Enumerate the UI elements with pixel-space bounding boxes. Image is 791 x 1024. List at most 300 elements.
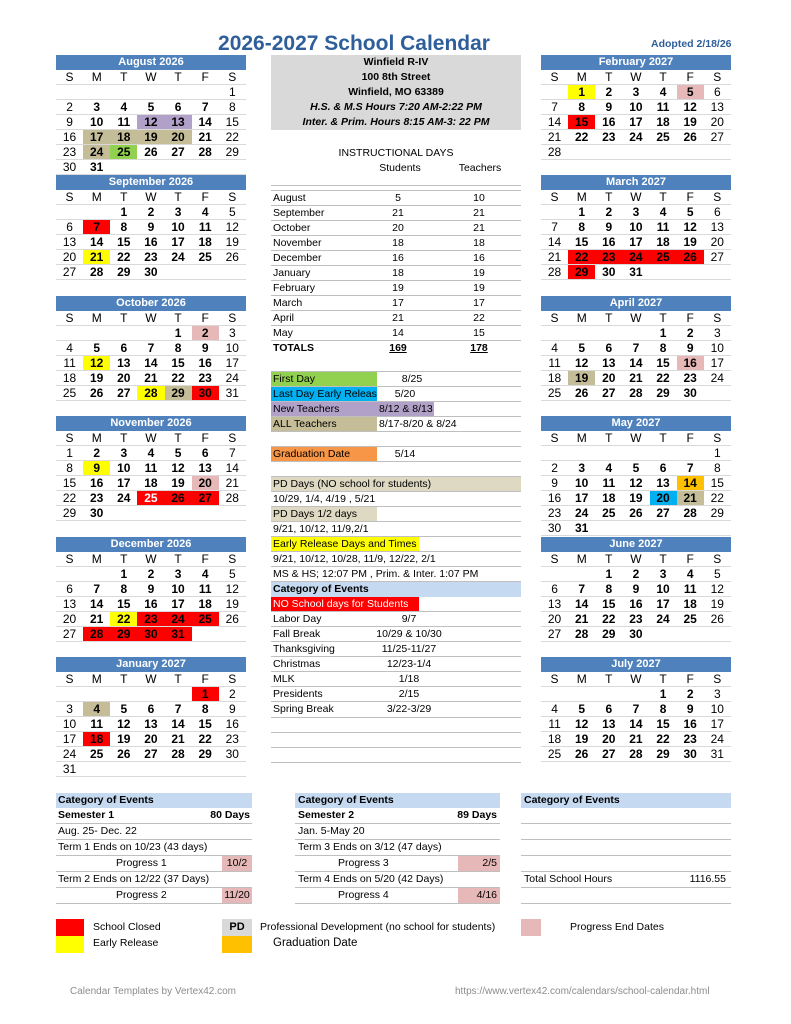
calendar-day: 29 [710,506,724,520]
calendar-day-early: 22 [110,612,137,627]
instr-teachers: 18 [473,237,485,249]
month-header: October 2026 [56,296,246,311]
weekday-label: M [576,431,587,445]
district-name: Winfield R-IV [363,56,429,68]
calendar-empty [677,265,704,280]
instr-students: 17 [392,297,404,309]
calendar-day: 16 [225,717,239,731]
calendar-gridline [56,490,246,491]
calendar-day-progress: 16 [677,356,704,371]
weekday-label: T [659,190,667,204]
calendar-gridline [56,84,246,85]
calendar-day: 19 [171,476,185,490]
calendar-day: 6 [713,85,721,99]
calendar-empty [568,326,595,341]
calendar-day: 4 [120,100,128,114]
calendar-empty [650,446,677,461]
instr-teachers: 17 [473,297,485,309]
calendar-day: 3 [93,100,101,114]
progress4-label: Progress 4 [338,889,389,901]
calendar-day: 4 [66,341,73,355]
holiday-date: 9/7 [401,613,417,625]
footer-url[interactable]: https://www.vertex42.com/calendars/school-calendar.html [455,986,710,997]
calendar-day: 4 [686,567,694,581]
calendar-day: 7 [632,702,640,716]
calendar-day: 22 [575,130,589,144]
weekday-label: S [228,552,237,566]
total-hours-label: Total School Hours [524,873,613,885]
calendar-day: 27 [710,130,724,144]
calendar-day: 26 [710,612,724,626]
month-header: May 2027 [541,416,731,431]
calendar-day: 10 [62,717,77,731]
calendar-empty [541,687,568,702]
weekday-label: T [174,311,182,325]
calendar-day: 25 [656,130,670,144]
month-calendar [56,416,246,521]
calendar-empty [219,627,246,642]
weekday-label: S [65,190,74,204]
hours-hs-ms: H.S. & M.S Hours 7:20 AM-2:22 PM [310,101,482,113]
calendar-day: 5 [93,341,101,355]
calendar-day: 7 [686,461,694,475]
calendar-day: 8 [578,220,586,234]
calendar-day: 26 [225,612,239,626]
weekday-label: S [550,311,559,325]
instr-month: April [273,312,295,324]
calendar-day: 2 [66,100,73,114]
calendar-day-closed: 29 [568,265,595,280]
calendar-day: 21 [547,130,562,144]
calendar-empty [110,160,137,175]
calendar-day: 3 [578,461,586,475]
calendar-day: 23 [144,250,158,264]
calendar-day-closed: 25 [192,612,219,627]
instr-month: March [273,297,303,309]
calendar-gridline [541,84,731,85]
instr-teachers: 15 [473,327,485,339]
calendar-day: 12 [171,461,185,475]
calendar-day: 6 [174,100,182,114]
calendar-day: 4 [605,461,613,475]
calendar-day: 6 [201,446,209,460]
instr-students: 18 [392,267,404,279]
calendar-day: 2 [686,326,694,340]
calendar-gridline [56,400,246,401]
calendar-day-closed: 30 [192,386,219,401]
calendar-empty [704,521,731,536]
calendar-day: 8 [120,220,128,234]
calendar-day: 28 [90,265,104,279]
calendar-day: 23 [547,506,562,520]
keydate-gridline [271,401,521,402]
calendar-day: 13 [62,597,77,611]
instr-teachers: 10 [473,192,485,204]
calendar-day: 13 [710,100,724,114]
calendar-day: 9 [686,341,694,355]
weekday-label: S [65,311,74,325]
calendar-day: 7 [632,341,640,355]
calendar-day: 9 [147,220,155,234]
calendar-gridline [56,460,246,461]
calendar-day: 15 [575,235,589,249]
calendar-day: 21 [90,612,104,626]
calendar-day: 19 [225,597,239,611]
calendar-empty [192,160,219,175]
calendar-day: 8 [659,702,667,716]
calendar-day: 8 [120,582,128,596]
calendar-gridline [56,520,246,521]
calendar-gridline [56,596,246,597]
calendar-empty [677,627,704,642]
calendar-day: 19 [683,115,697,129]
calendar-day: 10 [171,220,185,234]
calendar-day: 14 [575,597,589,611]
calendar-gridline [541,535,731,536]
calendar-day-closed: 24 [165,612,192,627]
calendar-gridline [541,159,731,160]
month-calendar [56,296,246,401]
calendar-day: 16 [62,130,77,144]
calendar-day: 25 [547,747,562,761]
weekday-label: T [120,552,128,566]
semester-gridline [56,839,252,840]
holiday-name: MLK [273,673,295,685]
calendar-day: 27 [62,265,77,279]
weekday-label: M [576,672,587,686]
calendar-day: 15 [62,476,77,490]
holiday-date: 1/18 [398,673,420,685]
calendar-day: 20 [710,115,724,129]
early-release-days: 9/21, 10/12, 10/28, 11/9, 12/22, 2/1 [273,553,436,565]
sem2-days: 89 Days [457,809,497,821]
calendar-gridline [541,144,731,145]
calendar-day: 1 [659,687,667,701]
calendar-day: 28 [547,145,562,159]
calendar-day: 28 [629,747,643,761]
calendar-empty [219,265,246,280]
calendar-empty [622,326,649,341]
calendar-empty [192,506,219,521]
calendar-day: 14 [629,356,643,370]
pd-days-label: PD Days (NO school for students) [273,478,432,490]
month-header: March 2027 [541,175,731,190]
calendar-day: 31 [710,747,724,761]
calendar-gridline [541,234,731,235]
holiday-name: Labor Day [273,613,322,625]
weekday-label: W [145,190,157,204]
weekday-label: T [605,431,613,445]
semester-gridline [56,823,252,824]
calendar-day: 17 [171,235,185,249]
calendar-day: 1 [120,567,128,581]
calendar-day: 8 [201,702,209,716]
calendar-day: 14 [547,235,562,249]
calendar-day: 2 [605,205,613,219]
keydate-gridline [271,551,521,552]
calendar-gridline [56,761,246,762]
calendar-day: 19 [117,732,131,746]
calendar-day: 27 [171,145,185,159]
weekday-label: T [605,311,613,325]
calendar-day: 31 [62,762,77,776]
calendar-day-progress: 5 [677,85,704,100]
calendar-day: 23 [683,371,697,385]
calendar-day: 4 [201,205,209,219]
calendar-day: 24 [710,732,724,746]
instr-students: 20 [392,222,404,234]
calendar-day: 13 [62,235,77,249]
calendar-day: 20 [710,235,724,249]
weekday-label: T [605,552,613,566]
calendar-day: 14 [90,235,104,249]
calendar-day: 1 [659,326,667,340]
calendar-day-blue: 20 [650,491,677,506]
calendar-day: 15 [225,115,239,129]
weekday-label: F [201,672,209,686]
calendar-day-progress: 2 [192,326,219,341]
calendar-empty [568,567,595,582]
weekday-label: S [713,552,722,566]
calendar-day: 3 [66,702,73,716]
progress1-value: 10/2 [226,857,248,869]
weekday-label: T [174,672,182,686]
calendar-day-khaki: 19 [137,130,164,145]
holiday-gridline [271,717,521,718]
calendar-day: 5 [632,461,640,475]
instr-students: 18 [392,237,404,249]
calendar-empty [137,85,164,100]
calendar-day-closed: 22 [568,250,595,265]
calendar-gridline [56,581,246,582]
weekday-label: F [201,311,209,325]
calendar-day: 9 [632,582,640,596]
calendar-gridline [56,626,246,627]
calendar-day: 16 [90,476,104,490]
calendar-day-closed: 26 [165,491,192,506]
calendar-empty [137,160,164,175]
category-label: Category of Events [273,583,369,595]
legend-early-label: Early Release [93,937,159,949]
calendar-day: 31 [629,265,643,279]
calendar-day: 7 [147,341,155,355]
calendar-empty [568,446,595,461]
calendar-day: 28 [683,506,697,520]
calendar-day: 21 [198,130,212,144]
calendar-gridline [541,596,731,597]
calendar-day-green: 25 [110,145,137,160]
weekday-label: S [550,552,559,566]
weekday-label: S [550,190,559,204]
calendar-day: 10 [629,220,643,234]
calendar-day: 16 [602,235,616,249]
calendar-day-closed: 25 [650,250,677,265]
totals-label: TOTALS [273,342,315,354]
keydate-gridline [271,476,521,477]
calendar-empty [165,85,192,100]
calendar-day: 11 [117,115,131,129]
holiday-date: 3/22-3/29 [386,703,432,715]
weekday-label: S [228,431,237,445]
calendar-gridline [56,746,246,747]
calendar-empty [83,326,110,341]
calendar-day: 22 [656,732,670,746]
calendar-day: 9 [147,582,155,596]
calendar-gridline [56,731,246,732]
calendar-day: 9 [605,100,613,114]
calendar-day: 7 [174,702,182,716]
calendar-day: 10 [710,341,724,355]
calendar-day: 28 [575,627,589,641]
weekday-label: M [91,672,102,686]
calendar-day: 7 [551,100,558,114]
calendar-gridline [541,490,731,491]
calendar-day: 20 [602,732,616,746]
weekday-label: W [630,672,642,686]
calendar-gridline [541,249,731,250]
calendar-day: 14 [629,717,643,731]
calendar-day: 19 [575,732,589,746]
calendar-day: 18 [547,371,562,385]
calendar-day: 28 [198,145,212,159]
weekday-label: S [228,190,237,204]
instructional-heading: INSTRUCTIONAL DAYS [338,147,454,159]
sem3-category: Category of Events [524,794,620,806]
holiday-name: Christmas [273,658,321,670]
weekday-label: F [686,431,694,445]
semester-gridline [295,903,500,904]
calendar-day: 17 [575,491,589,505]
calendar-day: 12 [683,220,697,234]
calendar-day: 24 [117,491,131,505]
weekday-label: F [201,552,209,566]
weekday-label: M [91,311,102,325]
calendar-day: 15 [656,356,670,370]
month-calendar [541,657,731,762]
first-day-label: First Day [273,373,315,385]
progress3-label: Progress 3 [338,857,389,869]
calendar-day: 4 [551,341,558,355]
weekday-label: S [228,672,237,686]
calendar-day: 13 [198,461,212,475]
calendar-day: 23 [629,612,643,626]
month-calendar [541,55,731,160]
calendar-gridline [56,355,246,356]
calendar-day: 9 [605,220,613,234]
calendar-day: 18 [656,115,670,129]
weekday-label: S [550,70,559,84]
keydate-gridline [271,431,521,432]
calendar-day: 15 [656,717,670,731]
calendar-day: 31 [90,160,104,174]
weekday-label: F [201,431,209,445]
calendar-day: 27 [602,747,616,761]
month-header: September 2026 [56,175,246,190]
calendar-day-closed: 31 [165,627,192,642]
instr-gridline [271,185,521,186]
instr-teachers: 21 [473,207,485,219]
footer-credit[interactable]: Calendar Templates by Vertex42.com [70,986,237,997]
calendar-gridline [56,505,246,506]
calendar-empty [165,506,192,521]
calendar-gridline [541,761,731,762]
calendar-day: 15 [117,597,131,611]
calendar-day: 18 [683,597,697,611]
semester-gridline [295,887,500,888]
calendar-day-khaki: 4 [83,702,110,717]
calendar-empty [541,85,568,100]
calendar-day: 20 [602,371,616,385]
sem1-days: 80 Days [210,809,250,821]
calendar-day: 20 [62,250,77,264]
calendar-day: 12 [225,582,239,596]
sem1-title: Semester 1 [58,809,115,821]
calendar-day: 24 [62,747,77,761]
keydate-gridline [271,446,521,447]
calendar-day: 1 [605,567,613,581]
progress2-value: 11/20 [224,889,250,901]
weekday-label: M [576,70,587,84]
calendar-day: 3 [713,326,721,340]
calendar-day: 9 [551,476,558,490]
calendar-gridline [541,445,731,446]
new-teachers-value: 8/12 & 8/13 [379,403,433,415]
weekday-label: T [605,70,613,84]
calendar-day: 6 [120,341,128,355]
semester-gridline [521,823,731,824]
calendar-day: 5 [713,567,721,581]
calendar-day: 2 [632,567,640,581]
keydate-gridline [271,581,521,582]
calendar-gridline [541,264,731,265]
calendar-day: 27 [547,627,562,641]
calendar-day: 6 [66,582,73,596]
calendar-day: 8 [659,341,667,355]
calendar-day: 1 [578,205,586,219]
calendar-day-closed: 15 [568,115,595,130]
semester-gridline [295,871,500,872]
early-release-label: Early Release Days and Times [273,538,417,550]
page-title: 2026-2027 School Calendar [218,32,490,55]
calendar-empty [541,326,568,341]
graduation-value: 5/14 [394,448,416,460]
calendar-day-early: 1 [568,85,595,100]
calendar-day: 25 [547,386,562,400]
keydate-gridline [271,386,521,387]
calendar-day: 8 [578,100,586,114]
calendar-day: 5 [578,341,586,355]
calendar-empty [219,762,246,777]
calendar-day: 6 [147,702,155,716]
calendar-empty [137,687,164,702]
calendar-day: 25 [198,250,212,264]
instr-month: December [273,252,322,264]
calendar-empty [137,326,164,341]
weekday-label: T [174,552,182,566]
calendar-day: 27 [62,627,77,641]
calendar-day: 9 [686,702,694,716]
calendar-gridline [541,355,731,356]
calendar-empty [56,85,83,100]
calendar-empty [650,265,677,280]
calendar-gridline [541,370,731,371]
calendar-day: 22 [225,130,239,144]
weekday-label: T [659,672,667,686]
calendar-day: 17 [710,717,724,731]
calendar-day: 17 [225,356,239,370]
calendar-day: 14 [225,461,239,475]
calendar-day: 8 [713,461,721,475]
